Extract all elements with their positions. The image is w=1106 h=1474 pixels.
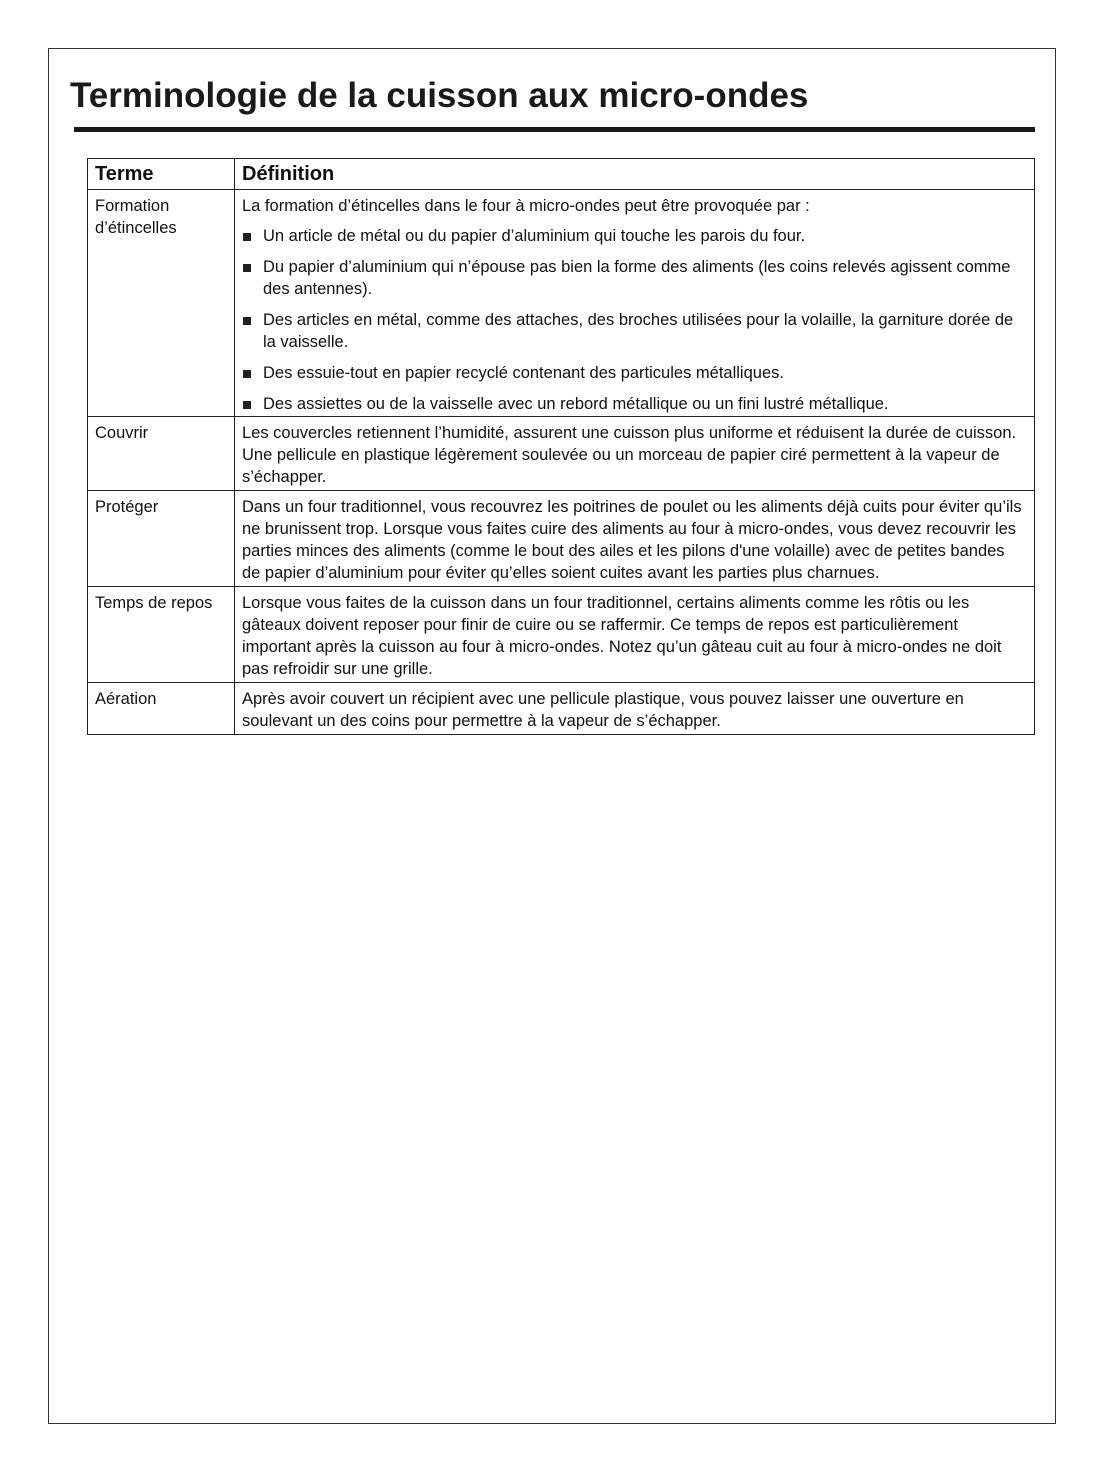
bullet-text: Un article de métal ou du papier d’aluminium qui touche les parois du four. (263, 227, 806, 245)
term-cell: Formation d’étincelles (88, 190, 235, 417)
definition-cell (235, 190, 1035, 417)
definition-cell: Après avoir couvert un récipient avec une pellicule plastique, vous pouvez laisser une ouverture en soulevant un des coins pour permettre à la vapeur de s’échapper. (235, 683, 1035, 735)
definition-cell: Lorsque vous faites de la cuisson dans un four traditionnel, certains aliments comme les rôtis ou les gâteaux doivent reposer pour finir de cuire ou se raffermir. Ce temps de repos est particulièrement important après la cuisson au four à micro-ondes. Notez qu’un gâteau cuit au four à micro-ondes ne doit pas refroidir sur une grille. (235, 587, 1035, 683)
square-bullet-icon (243, 370, 251, 378)
list-item (242, 256, 1027, 300)
list-item (242, 225, 1027, 247)
definition-cell: Dans un four traditionnel, vous recouvrez les poitrines de poulet ou les aliments déjà cuits pour éviter qu’ils ne brunissent trop. Lorsque vous faites cuire des aliments au four à micro-ondes, vous devez recouvrir les parties minces des aliments (comme le bout des ailes et les pilons d'une volaille) avec de petites bandes de papier d’aluminium pour éviter qu’elles soient cuites avant les parties plus charnues. (235, 491, 1035, 587)
list-item (242, 309, 1027, 353)
definition-intro: La formation d’étincelles dans le four à micro-ondes peut être provoquée par : (242, 197, 810, 215)
list-item (242, 362, 1027, 384)
bullet-text: Du papier d’aluminium qui n’épouse pas bien la forme des aliments (les coins relevés agissent comme des antennes). (263, 258, 1011, 298)
header-definition: Définition (235, 159, 1035, 190)
header-term: Terme (88, 159, 235, 190)
term-cell: Couvrir (88, 417, 235, 491)
list-item (242, 393, 1027, 415)
definition-cell: Les couvercles retiennent l’humidité, assurent une cuisson plus uniforme et réduisent la durée de cuisson. Une pellicule en plastique légèrement soulevée ou un morceau de papier ciré permettent à la vapeur de s’échapper. (235, 417, 1035, 491)
bullet-text: Des essuie-tout en papier recyclé contenant des particules métalliques. (263, 364, 784, 382)
square-bullet-icon (243, 233, 251, 241)
table-row (88, 683, 1035, 735)
page-title: Terminologie de la cuisson aux micro-ondes (70, 76, 809, 115)
term-cell: Aération (88, 683, 235, 735)
table-row (88, 417, 1035, 491)
square-bullet-icon (243, 401, 251, 409)
term-cell: Temps de repos (88, 587, 235, 683)
bullet-text: Des assiettes ou de la vaisselle avec un rebord métallique ou un fini lustré métallique. (263, 395, 889, 413)
bullet-list (242, 225, 1027, 415)
square-bullet-icon (243, 264, 251, 272)
table-header-row (88, 159, 1035, 190)
table-row (88, 491, 1035, 587)
square-bullet-icon (243, 317, 251, 325)
terminology-table (87, 158, 1035, 735)
title-divider (74, 127, 1035, 132)
table-row (88, 587, 1035, 683)
table-row (88, 190, 1035, 417)
bullet-text: Des articles en métal, comme des attaches, des broches utilisées pour la volaille, la garniture dorée de la vaisselle. (263, 311, 1014, 351)
term-cell: Protéger (88, 491, 235, 587)
